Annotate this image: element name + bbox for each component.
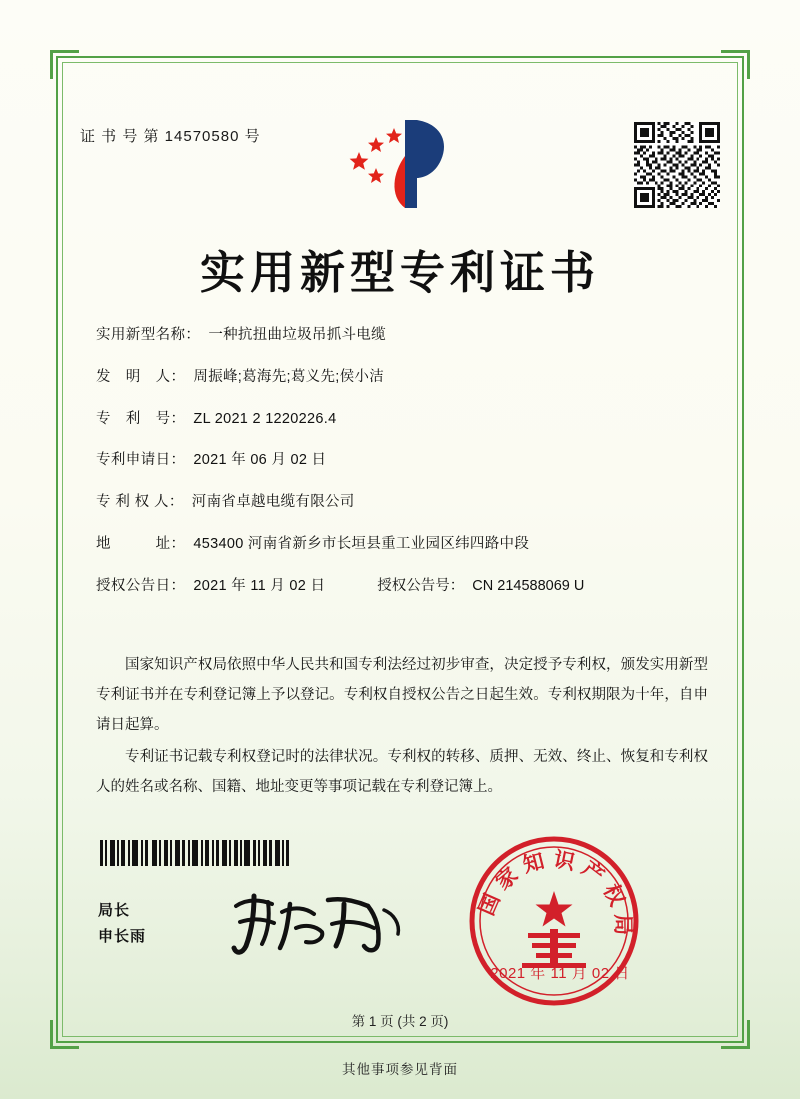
field-row-patent-number — [96, 409, 711, 429]
field-value: 一种抗扭曲垃圾吊抓斗电缆 — [208, 327, 386, 343]
legal-paragraph-1: 国家知识产权局依照中华人民共和国专利法经过初步审查，决定授予专利权，颁发实用新型专利证书并在专利登记簿上予以登记。专利权自授权公告之日起生效。专利权期限为十年，自申请日起算。 — [96, 657, 708, 733]
field-value: 2021 年 06 月 02 日 — [193, 452, 327, 469]
field-row-grant-announcement — [96, 576, 711, 596]
barcode — [100, 840, 310, 866]
field-row-inventors — [96, 367, 711, 387]
field-row-utility-model-name — [96, 325, 711, 345]
corner-ornament-top-right — [721, 50, 750, 79]
director-name: 申长雨 — [98, 928, 147, 945]
svg-text:国家知识产权局: 国家知识产权局 — [474, 846, 636, 943]
legal-paragraph-2: 专利证书记载专利权登记时的法律状况。专利权的转移、质押、无效、终止、恢复和专利权人的姓名或名称、国籍、地址变更等事项记载在专利登记簿上。 — [96, 749, 708, 795]
field-row-address — [96, 534, 711, 554]
cnipa-logo-icon — [345, 112, 455, 217]
page-indicator: 第 1 页 (共 2 页) — [351, 1014, 449, 1029]
field-label: 地 址： — [96, 535, 186, 552]
field-label-grant-number: 授权公告号： — [377, 577, 465, 594]
field-label: 专 利 权 人： — [96, 494, 184, 511]
corner-ornament-top-left — [50, 50, 79, 79]
field-value-grant-number: CN 214588069 U — [472, 577, 585, 594]
field-value: 周振峰;葛海先;葛义先;侯小洁 — [193, 368, 384, 385]
handwritten-signature — [228, 888, 408, 960]
qr-code — [634, 122, 720, 208]
certificate-fields — [96, 325, 711, 618]
footnote: 其他事项参见背面 — [342, 1062, 458, 1077]
field-label: 发 明 人： — [96, 368, 186, 385]
field-row-application-date — [96, 450, 711, 470]
director-label: 局长 — [98, 902, 131, 919]
field-value: 河南省卓越电缆有限公司 — [191, 494, 355, 511]
page-title: 实用新型专利证书 — [199, 248, 600, 298]
certificate-number: 证 书 号 第 14570580 号 — [80, 128, 261, 145]
director-block — [98, 898, 146, 950]
field-label: 专利申请日： — [96, 452, 186, 469]
field-label: 实用新型名称： — [96, 327, 201, 343]
seal-date: 2021 年 11 月 02 日 — [490, 965, 630, 982]
field-row-patentee — [96, 492, 711, 512]
legal-text — [96, 650, 708, 804]
field-value-grant-date: 2021 年 11 月 02 日 — [193, 577, 326, 594]
field-value: ZL 2021 2 1220226.4 — [193, 410, 337, 427]
field-value: 453400 河南省新乡市长垣县重工业园区纬四路中段 — [193, 535, 530, 552]
field-label: 专 利 号： — [96, 410, 186, 427]
field-label-grant-date: 授权公告日： — [96, 577, 186, 594]
